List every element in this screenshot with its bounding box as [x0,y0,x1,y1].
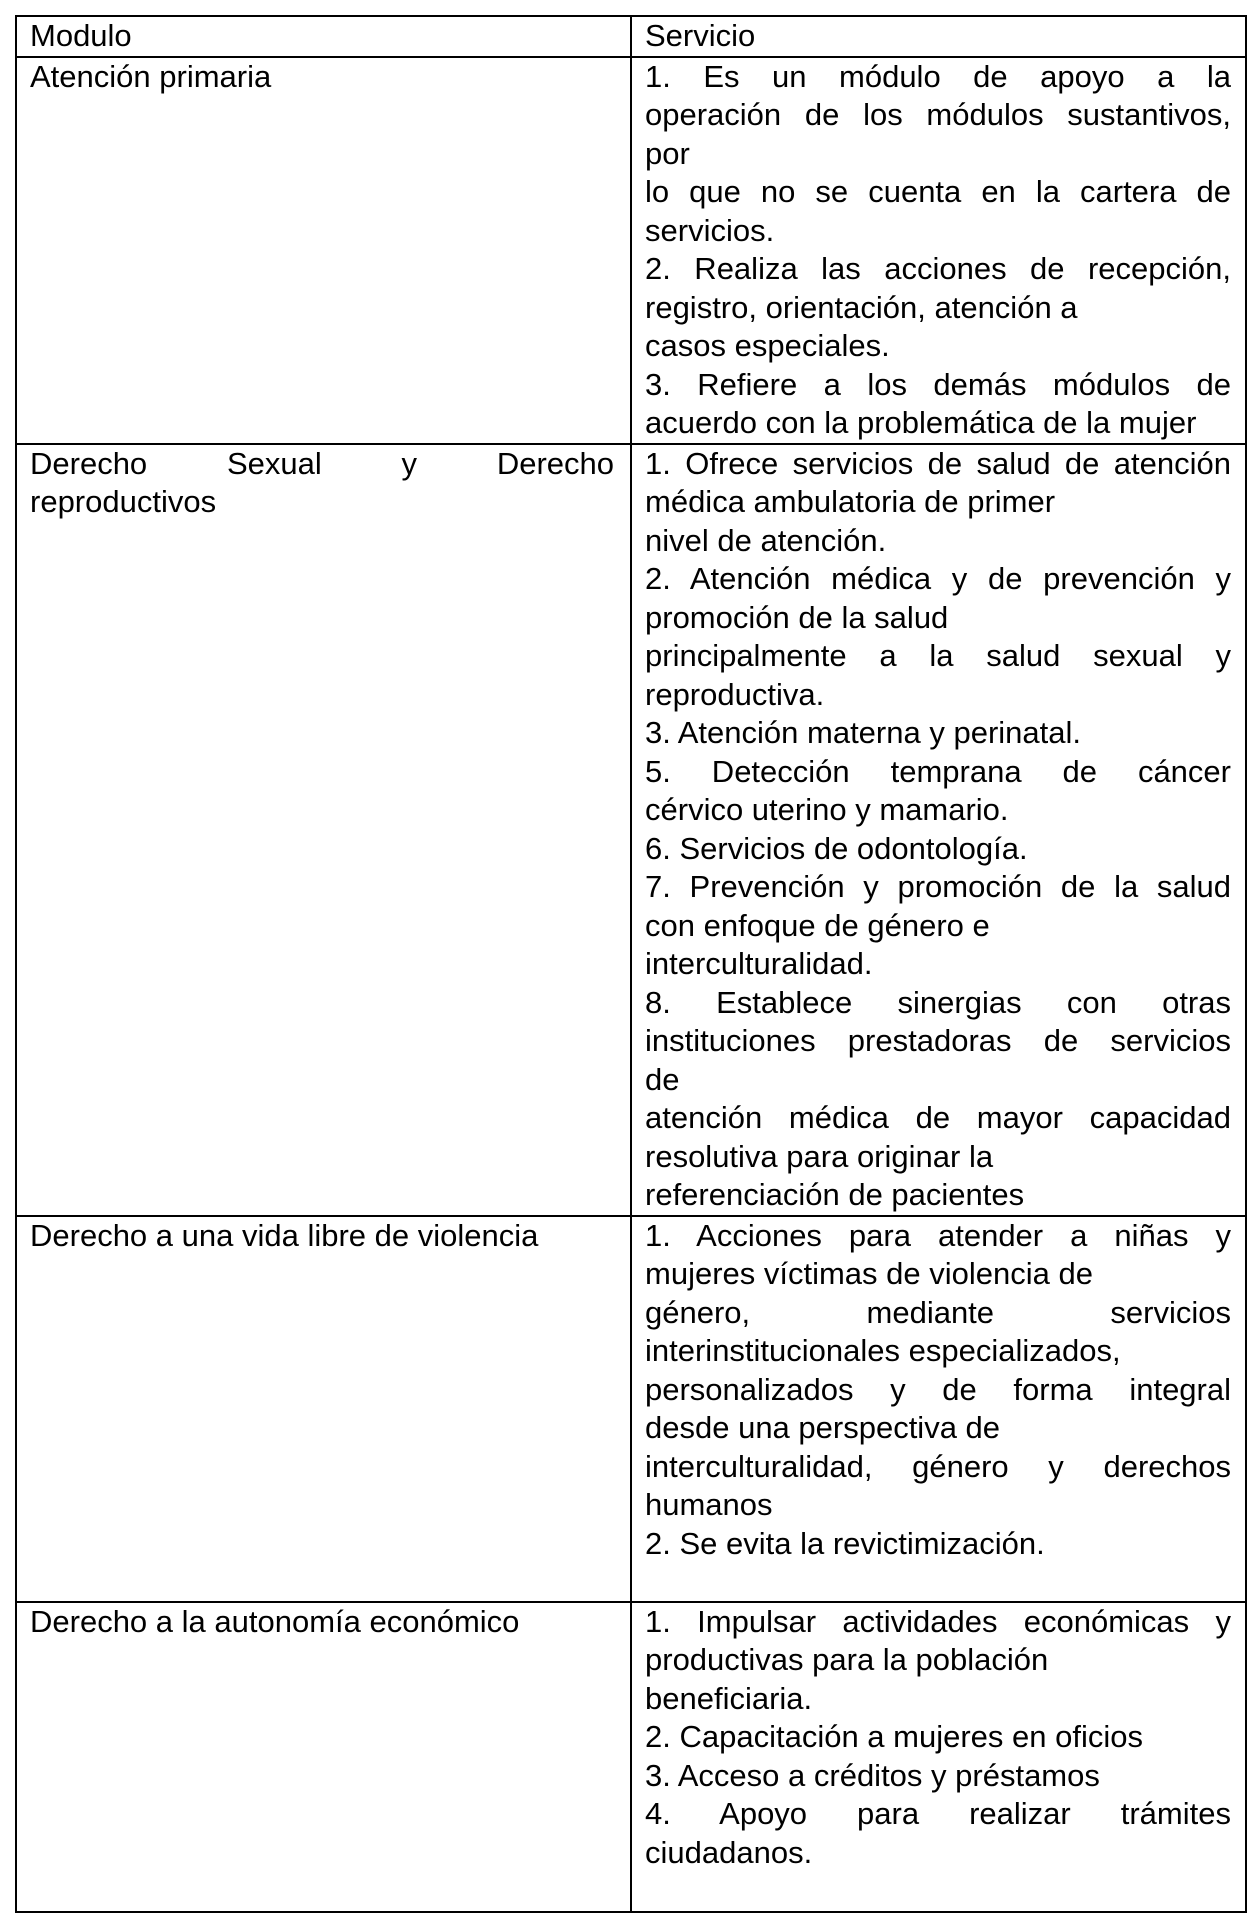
servicio-line: 2. Capacitación a mujeres en oficios [645,1719,1143,1754]
servicio-line: nivel de atención. [645,522,887,558]
servicio-line: 1. Acciones para atender a niñas y [645,1217,1231,1253]
header-modulo: Modulo [30,18,132,53]
modulo-line: Derecho Sexual y Derecho [30,445,614,481]
servicio-line: casos especiales. [645,328,890,363]
servicio-line: de [645,1061,680,1097]
servicio-cell [631,1602,1246,1912]
modulo-line: Atención primaria [30,58,272,94]
servicio-line: 4. Apoyo para realizar trámites [645,1796,1231,1831]
servicio-line: atención médica de mayor capacidad [645,1100,1231,1135]
modulo-cell [16,57,631,444]
servicio-line: 5. Detección temprana de cáncer [645,753,1231,789]
servicio-line: lo que no se cuenta en la cartera de [645,174,1231,209]
servicio-line: 2. Se evita la revictimización. [645,1525,1045,1561]
servicio-line: ciudadanos. [645,1834,813,1870]
table-row [16,1216,1246,1602]
servicio-line: 2. Atención médica y de prevención y [645,561,1231,596]
servicio-line: humanos [645,1487,773,1522]
servicio-line: servicios. [645,212,775,248]
servicio-line: cérvico uterino y mamario. [645,792,1009,827]
servicio-cell [631,57,1246,444]
servicio-line: registro, orientación, atención a [645,289,1078,325]
header-cell-servicio [631,16,1246,57]
services-table [15,15,1247,1913]
servicio-line: principalmente a la salud sexual y [645,638,1231,673]
servicio-line: promoción de la salud [645,599,949,635]
servicio-line: género, mediante servicios [645,1294,1231,1330]
servicio-line: interinstitucionales especializados, [645,1333,1121,1368]
servicio-line: 1. Es un módulo de apoyo a la [645,58,1231,94]
servicio-line: 3. Acceso a créditos y préstamos [645,1757,1100,1793]
servicio-line: 1. Impulsar actividades económicas y [645,1603,1231,1639]
modulo-cell [16,1602,631,1912]
servicio-line: productivas para la población [645,1642,1049,1677]
servicio-line: con enfoque de género e [645,907,990,943]
servicio-line: reproductiva. [645,676,825,712]
servicio-line: interculturalidad, género y derechos [645,1448,1231,1484]
servicio-line: instituciones prestadoras de servicios [645,1023,1231,1058]
header-row [16,16,1246,57]
servicio-line: 3. Atención materna y perinatal. [645,715,1081,750]
table-row [16,444,1246,1216]
servicio-line: referenciación de pacientes [645,1177,1025,1212]
modulo-cell [16,444,631,1216]
servicio-line: 6. Servicios de odontología. [645,830,1028,866]
servicio-line: beneficiaria. [645,1680,813,1716]
servicio-line: interculturalidad. [645,946,873,981]
servicio-cell [631,1216,1246,1602]
table-row [16,1602,1246,1912]
servicio-line: acuerdo con la problemática de la mujer [645,405,1197,440]
modulo-line: Derecho a la autonomía económico [30,1603,520,1639]
servicio-line: resolutiva para originar la [645,1138,994,1174]
servicio-line: 8. Establece sinergias con otras [645,984,1231,1020]
servicio-cell [631,444,1246,1216]
servicio-line: mujeres víctimas de violencia de [645,1256,1093,1291]
servicio-line: médica ambulatoria de primer [645,484,1056,519]
servicio-line: personalizados y de forma integral [645,1371,1231,1407]
header-servicio: Servicio [645,18,756,53]
header-cell-modulo [16,16,631,57]
servicio-line: 2. Realiza las acciones de recepción, [645,251,1231,286]
modulo-line: reproductivos [30,484,217,519]
modulo-line: Derecho a una vida libre de violencia [30,1217,539,1253]
servicio-line: desde una perspectiva de [645,1410,1001,1445]
table-row [16,57,1246,444]
servicio-line: 1. Ofrece servicios de salud de atención [645,445,1231,481]
servicio-line: por [645,135,690,171]
modulo-cell [16,1216,631,1602]
servicio-line: 7. Prevención y promoción de la salud [645,869,1231,904]
servicio-line: 3. Refiere a los demás módulos de [645,366,1231,402]
servicio-line: operación de los módulos sustantivos, [645,97,1231,132]
